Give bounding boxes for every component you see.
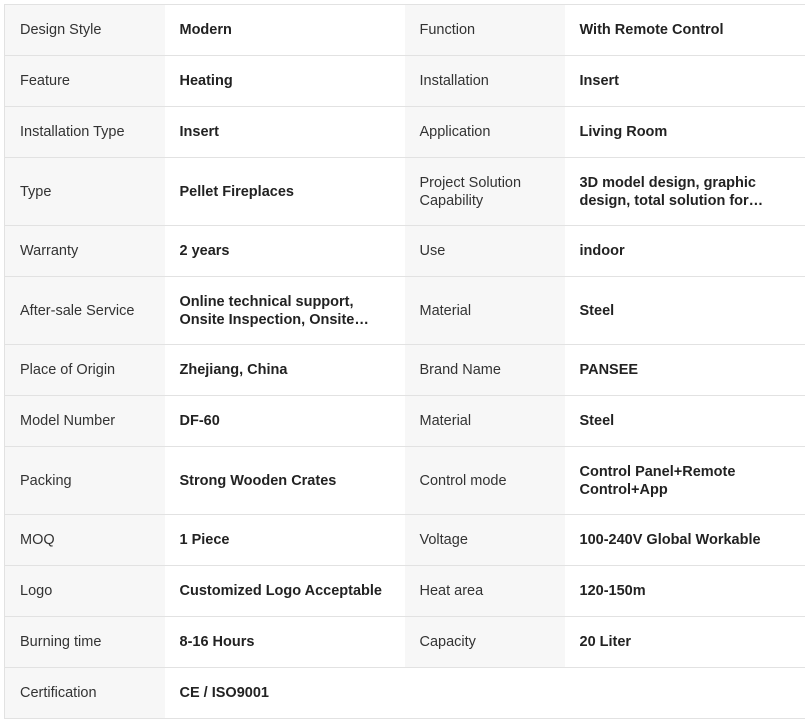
spec-value-text: 3D model design, graphic design, total solution for…	[579, 174, 764, 209]
spec-label: Certification	[5, 668, 165, 719]
spec-label	[405, 158, 565, 226]
spec-label: Logo	[5, 566, 165, 617]
spec-row-type	[5, 158, 805, 226]
spec-value: DF-60	[165, 396, 405, 447]
spec-value	[565, 158, 805, 226]
spec-label: MOQ	[5, 515, 165, 566]
spec-label: Material	[405, 396, 565, 447]
spec-value: indoor	[565, 226, 805, 277]
spec-row-logo	[5, 566, 805, 617]
spec-row-packing	[5, 447, 805, 515]
spec-label: Installation	[405, 56, 565, 107]
spec-value	[165, 277, 405, 345]
spec-label: After-sale Service	[5, 277, 165, 345]
spec-label: Heat area	[405, 566, 565, 617]
spec-row-warranty	[5, 226, 805, 277]
spec-row-model-number	[5, 396, 805, 447]
spec-row-moq	[5, 515, 805, 566]
spec-label: Use	[405, 226, 565, 277]
spec-row-place-of-origin	[5, 345, 805, 396]
spec-value: Customized Logo Acceptable	[165, 566, 405, 617]
spec-label: Voltage	[405, 515, 565, 566]
spec-value: Pellet Fireplaces	[165, 158, 405, 226]
spec-value: Insert	[165, 107, 405, 158]
spec-value: Zhejiang, China	[165, 345, 405, 396]
spec-label: Burning time	[5, 617, 165, 668]
spec-label: Function	[405, 5, 565, 56]
spec-value: 120-150m	[565, 566, 805, 617]
spec-value: CE / ISO9001	[165, 668, 405, 719]
spec-label: Application	[405, 107, 565, 158]
product-spec-table	[4, 4, 805, 719]
spec-value: Strong Wooden Crates	[165, 447, 405, 515]
spec-value: Modern	[165, 5, 405, 56]
spec-value: PANSEE	[565, 345, 805, 396]
spec-value: 20 Liter	[565, 617, 805, 668]
spec-value: 100-240V Global Workable	[565, 515, 805, 566]
spec-value: Heating	[165, 56, 405, 107]
spec-row-after-sale-service	[5, 277, 805, 345]
spec-value: Steel	[565, 277, 805, 345]
spec-label: Place of Origin	[5, 345, 165, 396]
spec-value: Living Room	[565, 107, 805, 158]
spec-value-text: Online technical support, Onsite Inspection, Onsite…	[179, 293, 369, 328]
spec-label: Capacity	[405, 617, 565, 668]
spec-value-text: Control Panel+Remote Control+App	[579, 463, 736, 498]
spec-label: Packing	[5, 447, 165, 515]
spec-value: With Remote Control	[565, 5, 805, 56]
spec-empty-cell	[565, 668, 805, 719]
spec-value: 2 years	[165, 226, 405, 277]
spec-value: Steel	[565, 396, 805, 447]
spec-label-text: Project Solution Capability	[419, 174, 522, 209]
spec-label: Control mode	[405, 447, 565, 515]
spec-label: Warranty	[5, 226, 165, 277]
spec-label: Design Style	[5, 5, 165, 56]
spec-row-burning-time	[5, 617, 805, 668]
spec-value: 8-16 Hours	[165, 617, 405, 668]
spec-label: Installation Type	[5, 107, 165, 158]
spec-value: 1 Piece	[165, 515, 405, 566]
spec-value: Insert	[565, 56, 805, 107]
spec-label: Model Number	[5, 396, 165, 447]
spec-empty-cell	[405, 668, 565, 719]
spec-row-installation-type	[5, 107, 805, 158]
spec-row-feature	[5, 56, 805, 107]
spec-row-certification	[5, 668, 805, 719]
spec-label: Material	[405, 277, 565, 345]
spec-label: Feature	[5, 56, 165, 107]
spec-row-design-style	[5, 5, 805, 56]
spec-label: Type	[5, 158, 165, 226]
spec-label: Brand Name	[405, 345, 565, 396]
spec-value	[565, 447, 805, 515]
